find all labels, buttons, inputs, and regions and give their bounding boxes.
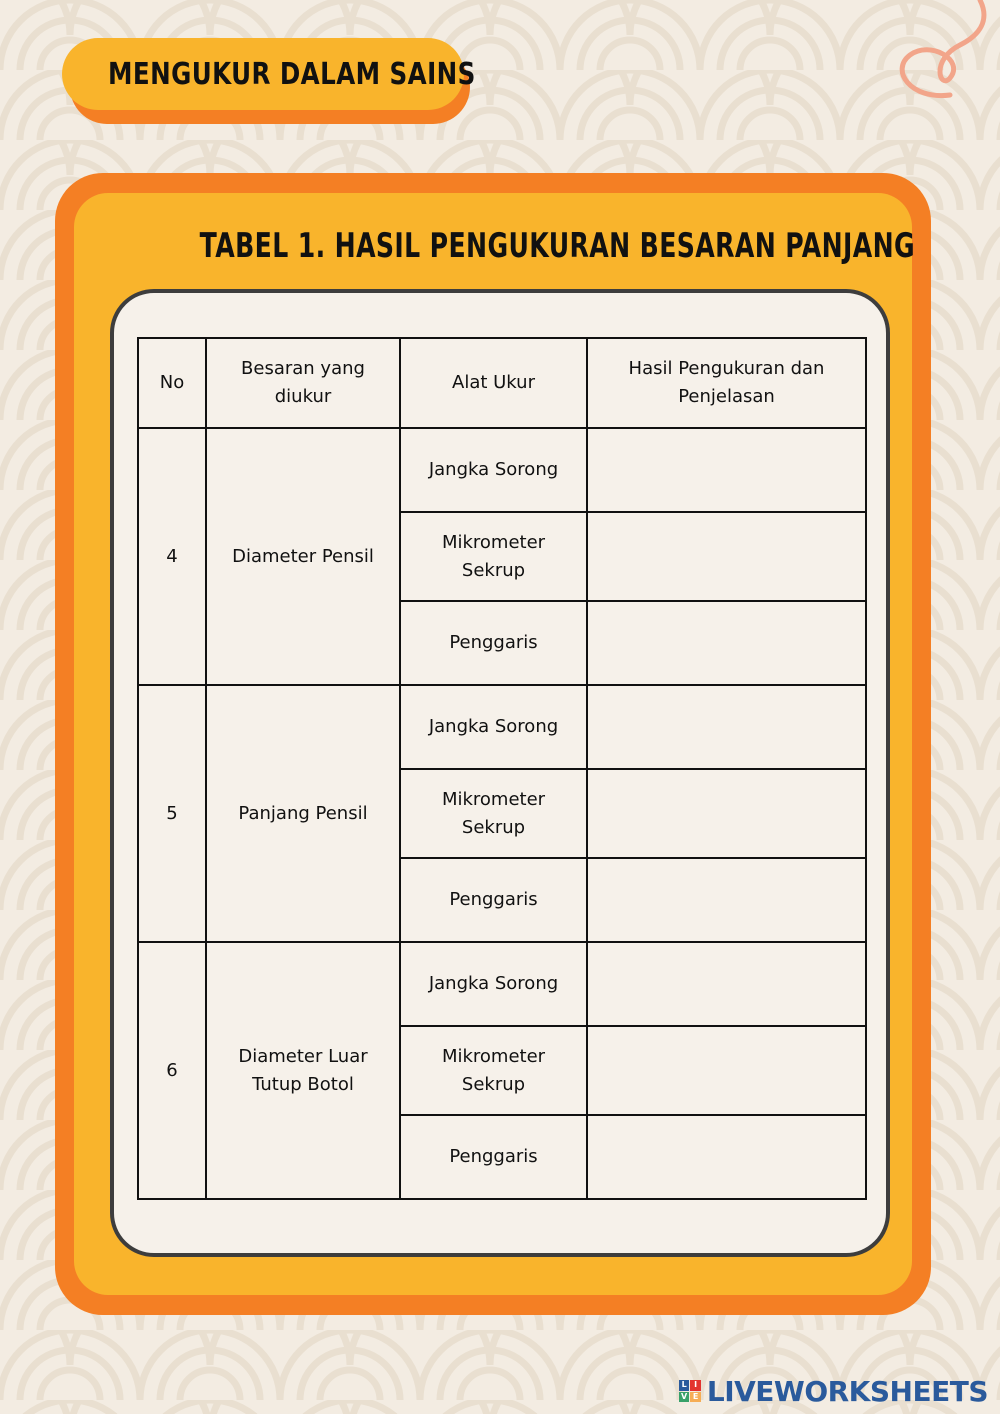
table-row [138,685,866,769]
table-heading [74,226,916,266]
row-tool: Mikrometer Sekrup [400,769,587,858]
row-quantity: Panjang Pensil [206,685,400,942]
column-header-result: Hasil Pengukuran dan Penjelasan [587,338,866,428]
liveworksheets-logo [679,1376,988,1406]
row-tool: Penggaris [400,1115,587,1199]
row-tool: Mikrometer Sekrup [400,1026,587,1115]
result-cell[interactable] [587,942,866,1026]
result-cell[interactable] [587,769,866,858]
row-tool: Jangka Sorong [400,942,587,1026]
row-tool: Penggaris [400,601,587,685]
page-title: MENGUKUR DALAM SAINS [108,56,476,92]
decorative-squiggle-icon [870,0,1000,110]
column-header-no: No [138,338,206,428]
row-tool: Penggaris [400,858,587,942]
result-cell[interactable] [587,428,866,512]
result-cell[interactable] [587,512,866,601]
measurement-table [137,337,867,1200]
row-tool: Jangka Sorong [400,685,587,769]
title-tab-face [62,38,476,110]
result-cell[interactable] [587,685,866,769]
column-header-tool: Alat Ukur [400,338,587,428]
table-header-row [138,338,866,428]
liveworksheets-logo-text: LIVEWORKSHEETS [706,1374,988,1408]
row-quantity: Diameter Luar Tutup Botol [206,942,400,1199]
liveworksheets-logo-icon: L I V E [679,1380,701,1402]
row-number: 5 [138,685,206,942]
result-cell[interactable] [587,1115,866,1199]
result-cell[interactable] [587,858,866,942]
row-tool: Jangka Sorong [400,428,587,512]
result-cell[interactable] [587,601,866,685]
row-number: 6 [138,942,206,1199]
column-header-quantity: Besaran yang diukur [206,338,400,428]
result-cell[interactable] [587,1026,866,1115]
table-heading-text: TABEL 1. HASIL PENGUKURAN BESARAN PANJANG [199,226,916,266]
table-row [138,942,866,1026]
table-row [138,428,866,512]
row-number: 4 [138,428,206,685]
row-tool: Mikrometer Sekrup [400,512,587,601]
row-quantity: Diameter Pensil [206,428,400,685]
page-title-tab [62,38,476,124]
